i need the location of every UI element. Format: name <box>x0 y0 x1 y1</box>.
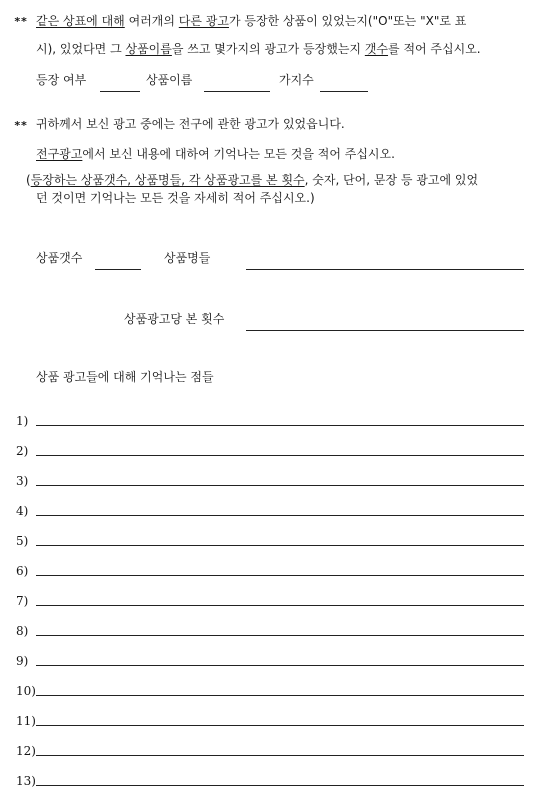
q1-count-text: 갯수 <box>364 42 389 56</box>
recall-answer-line[interactable] <box>36 725 524 726</box>
recall-line-number: 8) <box>16 624 29 638</box>
recall-line-number: 10) <box>16 684 36 698</box>
recall-answer-line[interactable] <box>36 425 524 426</box>
product-name-label: 상품이름 <box>146 73 193 87</box>
recall-line-number: 4) <box>16 504 29 518</box>
product-names-blank[interactable] <box>246 269 524 270</box>
q2-line1: 귀하께서 보신 광고 중에는 전구에 관한 광고가 있었읍니다. <box>36 117 345 131</box>
product-name-blank[interactable] <box>204 91 270 92</box>
q2-note-underlined-text: 등장하는 상품갯수, 상품명들, 각 상품광고를 본 횟수 <box>30 173 305 187</box>
q2-note-text: , 숫자, 단어, 문장 등 광고에 있었 <box>304 173 479 187</box>
q2-bulb-ad-text: 전구광고 <box>36 147 83 161</box>
recall-line-number: 3) <box>16 474 29 488</box>
q2-text: 에서 보신 내용에 대하여 기억나는 모든 것을 적어 주십시오. <box>82 147 395 161</box>
q1-different-ad-text: 다른 광고 <box>178 14 229 28</box>
q2-note-line1 <box>26 172 478 188</box>
q2-note-text: ( <box>26 173 31 187</box>
q1-text: 가 등장한 상품이 있었는지("O"또는 "X"로 표 <box>228 14 467 28</box>
recall-line-number: 11) <box>16 714 36 728</box>
count-label: 가지수 <box>279 73 314 87</box>
recall-answer-line[interactable] <box>36 455 524 456</box>
recall-answer-line[interactable] <box>36 755 524 756</box>
recall-answer-line[interactable] <box>36 575 524 576</box>
recall-line-number: 6) <box>16 564 29 578</box>
views-per-ad-label: 상품광고당 본 횟수 <box>124 312 225 326</box>
product-names-label: 상품명들 <box>164 251 211 265</box>
recall-answer-line[interactable] <box>36 545 524 546</box>
q1-line2 <box>36 41 481 57</box>
q2-marker: ** <box>14 119 28 132</box>
recall-answer-line[interactable] <box>36 605 524 606</box>
product-count-label: 상품갯수 <box>36 251 83 265</box>
recall-answer-line[interactable] <box>36 665 524 666</box>
appearance-blank[interactable] <box>100 91 140 92</box>
recall-answer-line[interactable] <box>36 785 524 786</box>
recall-line-number: 5) <box>16 534 29 548</box>
q1-same-brand-text: 같은 상표에 대해 <box>36 14 125 28</box>
q2-note-line2: 던 것이면 기억나는 모든 것을 자세히 적어 주십시오.) <box>36 191 315 205</box>
q2-line2 <box>36 146 395 162</box>
recall-answer-line[interactable] <box>36 485 524 486</box>
recall-line-number: 7) <box>16 594 29 608</box>
q1-text: 을 쓰고 몇가지의 광고가 등장했는지 <box>171 42 365 56</box>
q1-line1 <box>36 13 466 29</box>
q1-text: 여러개의 <box>124 14 179 28</box>
q1-marker: ** <box>14 15 28 28</box>
recall-heading: 상품 광고들에 대해 기억나는 점들 <box>36 370 214 384</box>
recall-answer-line[interactable] <box>36 695 524 696</box>
recall-answer-line[interactable] <box>36 635 524 636</box>
recall-line-number: 9) <box>16 654 29 668</box>
recall-line-number: 2) <box>16 444 29 458</box>
count-blank[interactable] <box>320 91 368 92</box>
q1-text: 시), 있었다면 그 <box>36 42 126 56</box>
recall-answer-line[interactable] <box>36 515 524 516</box>
recall-line-number: 1) <box>16 414 29 428</box>
recall-line-number: 12) <box>16 744 36 758</box>
q1-text: 를 적어 주십시오. <box>388 42 481 56</box>
appearance-label: 등장 여부 <box>36 73 87 87</box>
recall-line-number: 13) <box>16 774 36 788</box>
product-count-blank[interactable] <box>95 269 141 270</box>
q1-product-name-text: 상품이름 <box>125 42 172 56</box>
views-per-ad-blank[interactable] <box>246 330 524 331</box>
